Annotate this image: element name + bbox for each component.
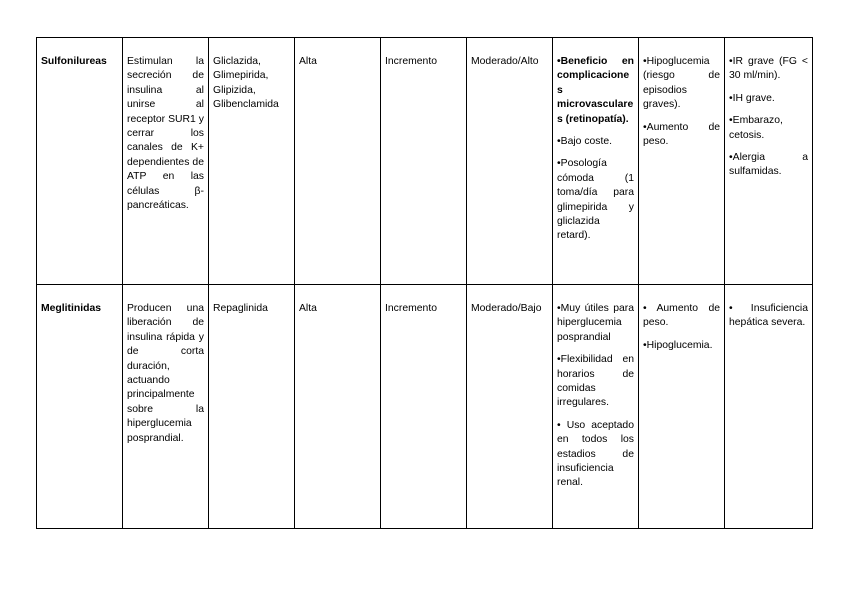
- efficacy-cell: Alta: [295, 38, 381, 285]
- advantages-cell: [553, 38, 639, 285]
- drug-group-cell: Meglitinidas: [37, 285, 123, 529]
- mechanism-cell: Estimulan la secreción de insulina al unirse al receptor SUR1 y cerrar los canales de K+ dependientes de ATP en las células β-pancreáticas.: [123, 38, 209, 285]
- table-row: [37, 285, 813, 529]
- advantage-item: •Muy útiles para hiperglucemia posprandial: [557, 303, 634, 343]
- contraindications-cell: [725, 285, 813, 529]
- mechanism-cell: Producen una liberación de insulina rápida y de corta duración, actuando principalmente sobre la hiperglucemia posprandial.: [123, 285, 209, 529]
- table-row: [37, 38, 813, 285]
- hypoglycemia-risk-cell: Moderado/Bajo: [467, 285, 553, 529]
- advantage-item: •Posología cómoda (1 toma/día para glimepirida y gliclazida retard).: [557, 158, 634, 242]
- hypoglycemia-risk-cell: Moderado/Alto: [467, 38, 553, 285]
- adverse-effect-item: •Hipoglucemia (riesgo de episodios graves).: [643, 56, 720, 111]
- drugs-cell: Gliclazida, Glimepirida, Glipizida, Glibenclamida: [209, 38, 295, 285]
- efficacy-cell: Alta: [295, 285, 381, 529]
- adverse-effect-item: •Aumento de peso.: [643, 121, 720, 148]
- contraindication-item: •Embarazo, cetosis.: [729, 115, 783, 141]
- advantage-item: • Uso aceptado en todos los estadios de insuficiencia renal.: [557, 419, 634, 489]
- contraindications-cell: [725, 38, 813, 285]
- adverse-effects-cell: [639, 38, 725, 285]
- antidiabetic-drug-table: [36, 37, 813, 529]
- contraindication-item: • Insuficiencia hepática severa.: [729, 303, 808, 329]
- advantages-cell: [553, 285, 639, 529]
- weight-effect-cell: Incremento: [381, 285, 467, 529]
- drugs-cell: Repaglinida: [209, 285, 295, 529]
- adverse-effect-item: •Hipoglucemia.: [643, 339, 713, 351]
- advantage-item: •Bajo coste.: [557, 136, 613, 148]
- advantage-item: •Beneficio en complicaciones microvasculares (retinopatía).: [557, 56, 634, 125]
- drug-group-cell: Sulfonilureas: [37, 38, 123, 285]
- adverse-effect-item: • Aumento de peso.: [643, 303, 720, 329]
- contraindication-item: •IR grave (FG < 30 ml/min).: [729, 56, 808, 82]
- weight-effect-cell: Incremento: [381, 38, 467, 285]
- contraindication-item: •IH grave.: [729, 92, 775, 104]
- contraindication-item: •Alergia a sulfamidas.: [729, 152, 808, 178]
- advantage-item: •Flexibilidad en horarios de comidas irregulares.: [557, 354, 634, 409]
- adverse-effects-cell: [639, 285, 725, 529]
